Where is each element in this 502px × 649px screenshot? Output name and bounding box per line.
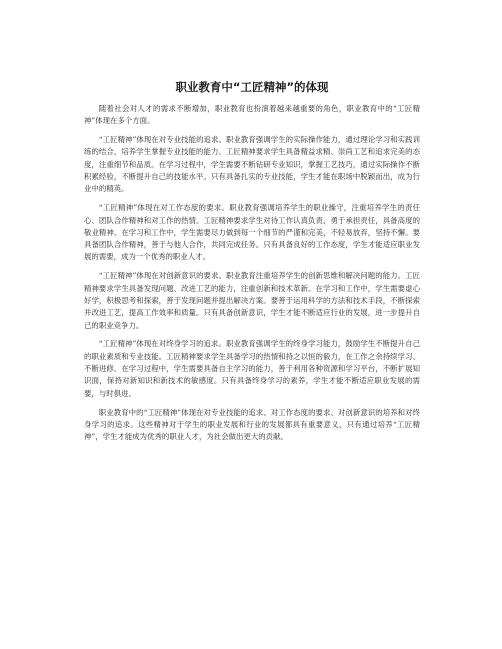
paragraph-conclusion: 职业教育中的“工匠精神”体现在对专业技能的追求、对工作态度的要求、对创新意识的培养和对终身学习的追求。这些精神对于学生的职业发展和行业的发展都具有重要意义，只有通过培养“工匠精神”，学生才能成为优秀的职业人才，为社会做出更大的贡献。 bbox=[84, 407, 420, 442]
paragraph-skills: “工匠精神”体现在对专业技能的追求。职业教育强调学生的实际操作能力，通过理论学习和实践训练的结合，培养学生掌握专业技能的能力。工匠精神要求学生具备精益求精、崇尚工艺和追求完美的态度，注重细节和品质。在学习过程中，学生需要不断钻研专业知识，掌握工艺技巧，通过实际操作不断积累经验，不断提升自己的技能水平。只有具备扎实的专业技能，学生才能在职场中脱颖而出，成为行业中的精英。 bbox=[84, 135, 420, 194]
paragraph-intro: 随着社会对人才的需求不断增加，职业教育也扮演着越来越重要的角色，职业教育中的“工匠精神”体现在多个方面。 bbox=[84, 104, 420, 126]
paragraph-attitude: “工匠精神”体现在对工作态度的要求。职业教育强调培养学生的职业操守，注重培养学生的责任心、团队合作精神和对工作的热情。工匠精神要求学生对待工作认真负责、勇于承担责任，具备高度的敬业精神。在学习和工作中，学生需要尽力做到每一个细节的严谨和完美，不轻易放弃，坚持不懈。要具备团队合作精神，善于与他人合作，共同完成任务。只有具备良好的工作态度，学生才能适应职业发展的需要，成为一个优秀的职业人才。 bbox=[84, 203, 420, 262]
document-title: 职业教育中“工匠精神”的体现 bbox=[175, 80, 329, 94]
paragraph-innovation: “工匠精神”体现在对创新意识的要求。职业教育注重培养学生的创新思维和解决问题的能力。工匠精神要求学生具备发现问题、改进工艺的能力，注重创新和技术革新。在学习和工作中，学生需要虚心好学，积极思考和探索，善于发现问题并提出解决方案。要善于运用科学的方法和技术手段，不断探索并改进工艺，提高工作效率和质量。只有具备创新意识，学生才能不断适应行业的发展，进一步提升自己的职业竞争力。 bbox=[84, 271, 420, 330]
paragraph-lifelong-learning: “工匠精神”体现在对终身学习的追求。职业教育强调学生的终身学习能力，鼓励学生不断提升自己的职业素质和专业技能。工匠精神要求学生具备学习的热情和持之以恒的毅力，在工作之余持续学习、不断进修。在学习过程中，学生需要具备自主学习的能力，善于利用各种资源和学习平台，不断扩展知识面，保持对新知识和新技术的敏感度。只有具备终身学习的素养，学生才能不断适应职业发展的需要，与时俱进。 bbox=[84, 339, 420, 398]
